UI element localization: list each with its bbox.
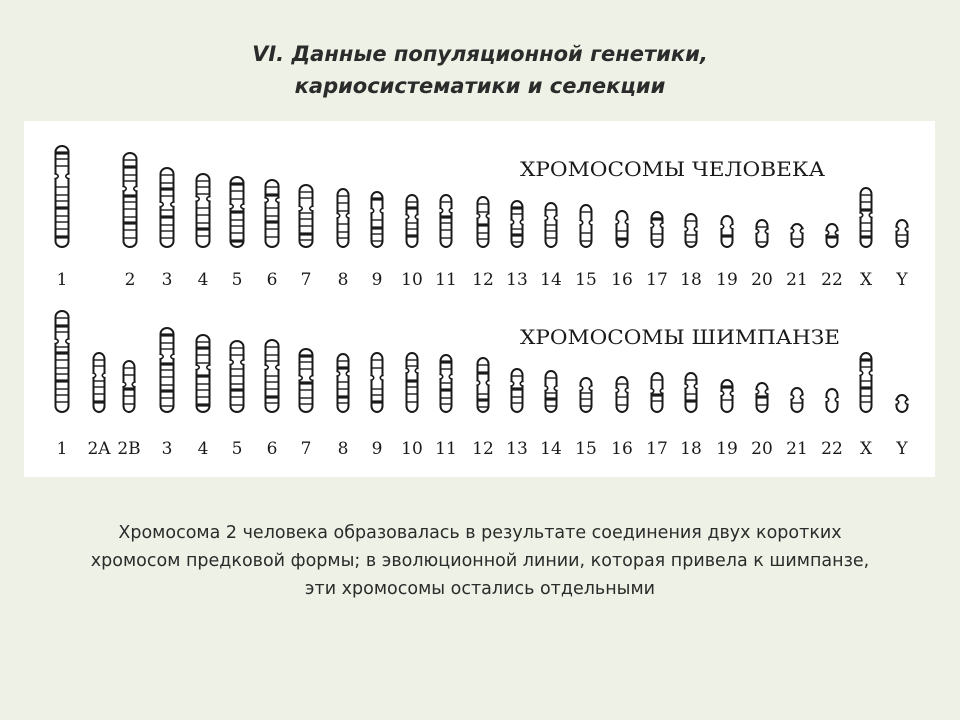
chromosome-label-7: 7 xyxy=(300,439,312,459)
chromosome-10 xyxy=(407,195,418,247)
chromosome-label-4: 4 xyxy=(197,439,209,459)
slide-title-line-2: кариосистематики и селекции xyxy=(294,74,666,98)
chromosome-label-22: 22 xyxy=(821,270,843,290)
chromosome-label-19: 19 xyxy=(716,439,738,459)
slide-title xyxy=(0,38,960,102)
chromosome-label-11: 11 xyxy=(435,270,457,290)
chromosome-label-2b: 2B xyxy=(117,439,141,459)
chromosome-y xyxy=(897,220,908,247)
chromosome-label-19: 19 xyxy=(716,270,738,290)
chromosome-label-20: 20 xyxy=(751,270,773,290)
chromosome-label-2: 2 xyxy=(124,270,136,290)
chromosome-label-1: 1 xyxy=(56,439,68,459)
chromosome-x xyxy=(861,353,872,412)
chromosome-7 xyxy=(300,349,313,412)
chromosome-label-y: Y xyxy=(896,270,908,290)
chromosome-17 xyxy=(652,212,663,247)
chromosome-1 xyxy=(56,146,69,247)
chromosome-label-12: 12 xyxy=(472,439,494,459)
chromosome-21 xyxy=(792,224,803,247)
chromosome-label-8: 8 xyxy=(337,270,349,290)
chromosome-label-21: 21 xyxy=(786,439,808,459)
chromosome-label-14: 14 xyxy=(540,270,562,290)
chromosome-label-10: 10 xyxy=(401,270,423,290)
chromosome-label-5: 5 xyxy=(231,439,243,459)
chromosome-label-x: X xyxy=(859,270,873,290)
chromosome-label-8: 8 xyxy=(337,439,349,459)
karyotype-figure xyxy=(24,121,935,477)
chromosome-label-x: X xyxy=(859,439,873,459)
caption-line-3: эти хромосомы остались отдельными xyxy=(304,579,656,599)
chromosome-label-3: 3 xyxy=(161,439,173,459)
chromosome-21 xyxy=(792,388,803,412)
chromosome-label-12: 12 xyxy=(472,270,494,290)
chromosome-7 xyxy=(300,185,313,247)
caption-line-2: хромосом предковой формы; в эволюционной линии, которая привела к шимпанзе, xyxy=(90,551,870,571)
chromosome-label-18: 18 xyxy=(680,270,702,290)
chromosome-label-11: 11 xyxy=(435,439,457,459)
caption-line-1: Хромосома 2 человека образовалась в результате соединения двух коротких xyxy=(118,523,842,543)
chromosome-18 xyxy=(686,373,697,412)
chromosome-label-18: 18 xyxy=(680,439,702,459)
chromosome-label-5: 5 xyxy=(231,270,243,290)
chromosome-label-4: 4 xyxy=(197,270,209,290)
chromosome-label-20: 20 xyxy=(751,439,773,459)
chromosome-19 xyxy=(722,216,733,247)
chromosome-3 xyxy=(161,168,174,247)
slide-title-line-1: VI. Данные популяционной генетики, xyxy=(252,42,708,66)
chromosome-label-21: 21 xyxy=(786,270,808,290)
chromosome-label-10: 10 xyxy=(401,439,423,459)
chromosome-label-22: 22 xyxy=(821,439,843,459)
karyotype-diagram xyxy=(24,121,935,477)
chromosome-label-9: 9 xyxy=(371,439,383,459)
chromosome-label-15: 15 xyxy=(575,270,597,290)
chromosome-label-16: 16 xyxy=(611,439,633,459)
karyotype-row xyxy=(55,311,909,459)
chromosome-16 xyxy=(617,377,628,412)
chromosome-label-14: 14 xyxy=(540,439,562,459)
chromosome-11 xyxy=(441,195,452,247)
chromosome-label-3: 3 xyxy=(161,270,173,290)
chromosome-label-13: 13 xyxy=(506,439,528,459)
chromosome-label-6: 6 xyxy=(266,439,278,459)
chromosome-label-y: Y xyxy=(896,439,908,459)
karyotype-heading: ХРОМОСОМЫ ШИМПАНЗЕ xyxy=(520,325,840,349)
chromosome-16 xyxy=(617,211,628,247)
chromosome-label-2a: 2A xyxy=(87,439,111,459)
caption xyxy=(0,519,960,603)
chromosome-label-15: 15 xyxy=(575,439,597,459)
chromosome-label-9: 9 xyxy=(371,270,383,290)
chromosome-label-13: 13 xyxy=(506,270,528,290)
karyotype-row xyxy=(55,146,909,290)
karyotype-heading: ХРОМОСОМЫ ЧЕЛОВЕКА xyxy=(520,157,825,181)
chromosome-label-1: 1 xyxy=(56,270,68,290)
chromosome-label-17: 17 xyxy=(646,270,668,290)
chromosome-label-6: 6 xyxy=(266,270,278,290)
chromosome-label-17: 17 xyxy=(646,439,668,459)
chromosome-15 xyxy=(581,378,592,412)
chromosome-label-7: 7 xyxy=(300,270,312,290)
chromosome-label-16: 16 xyxy=(611,270,633,290)
chromosome-19 xyxy=(722,380,733,412)
